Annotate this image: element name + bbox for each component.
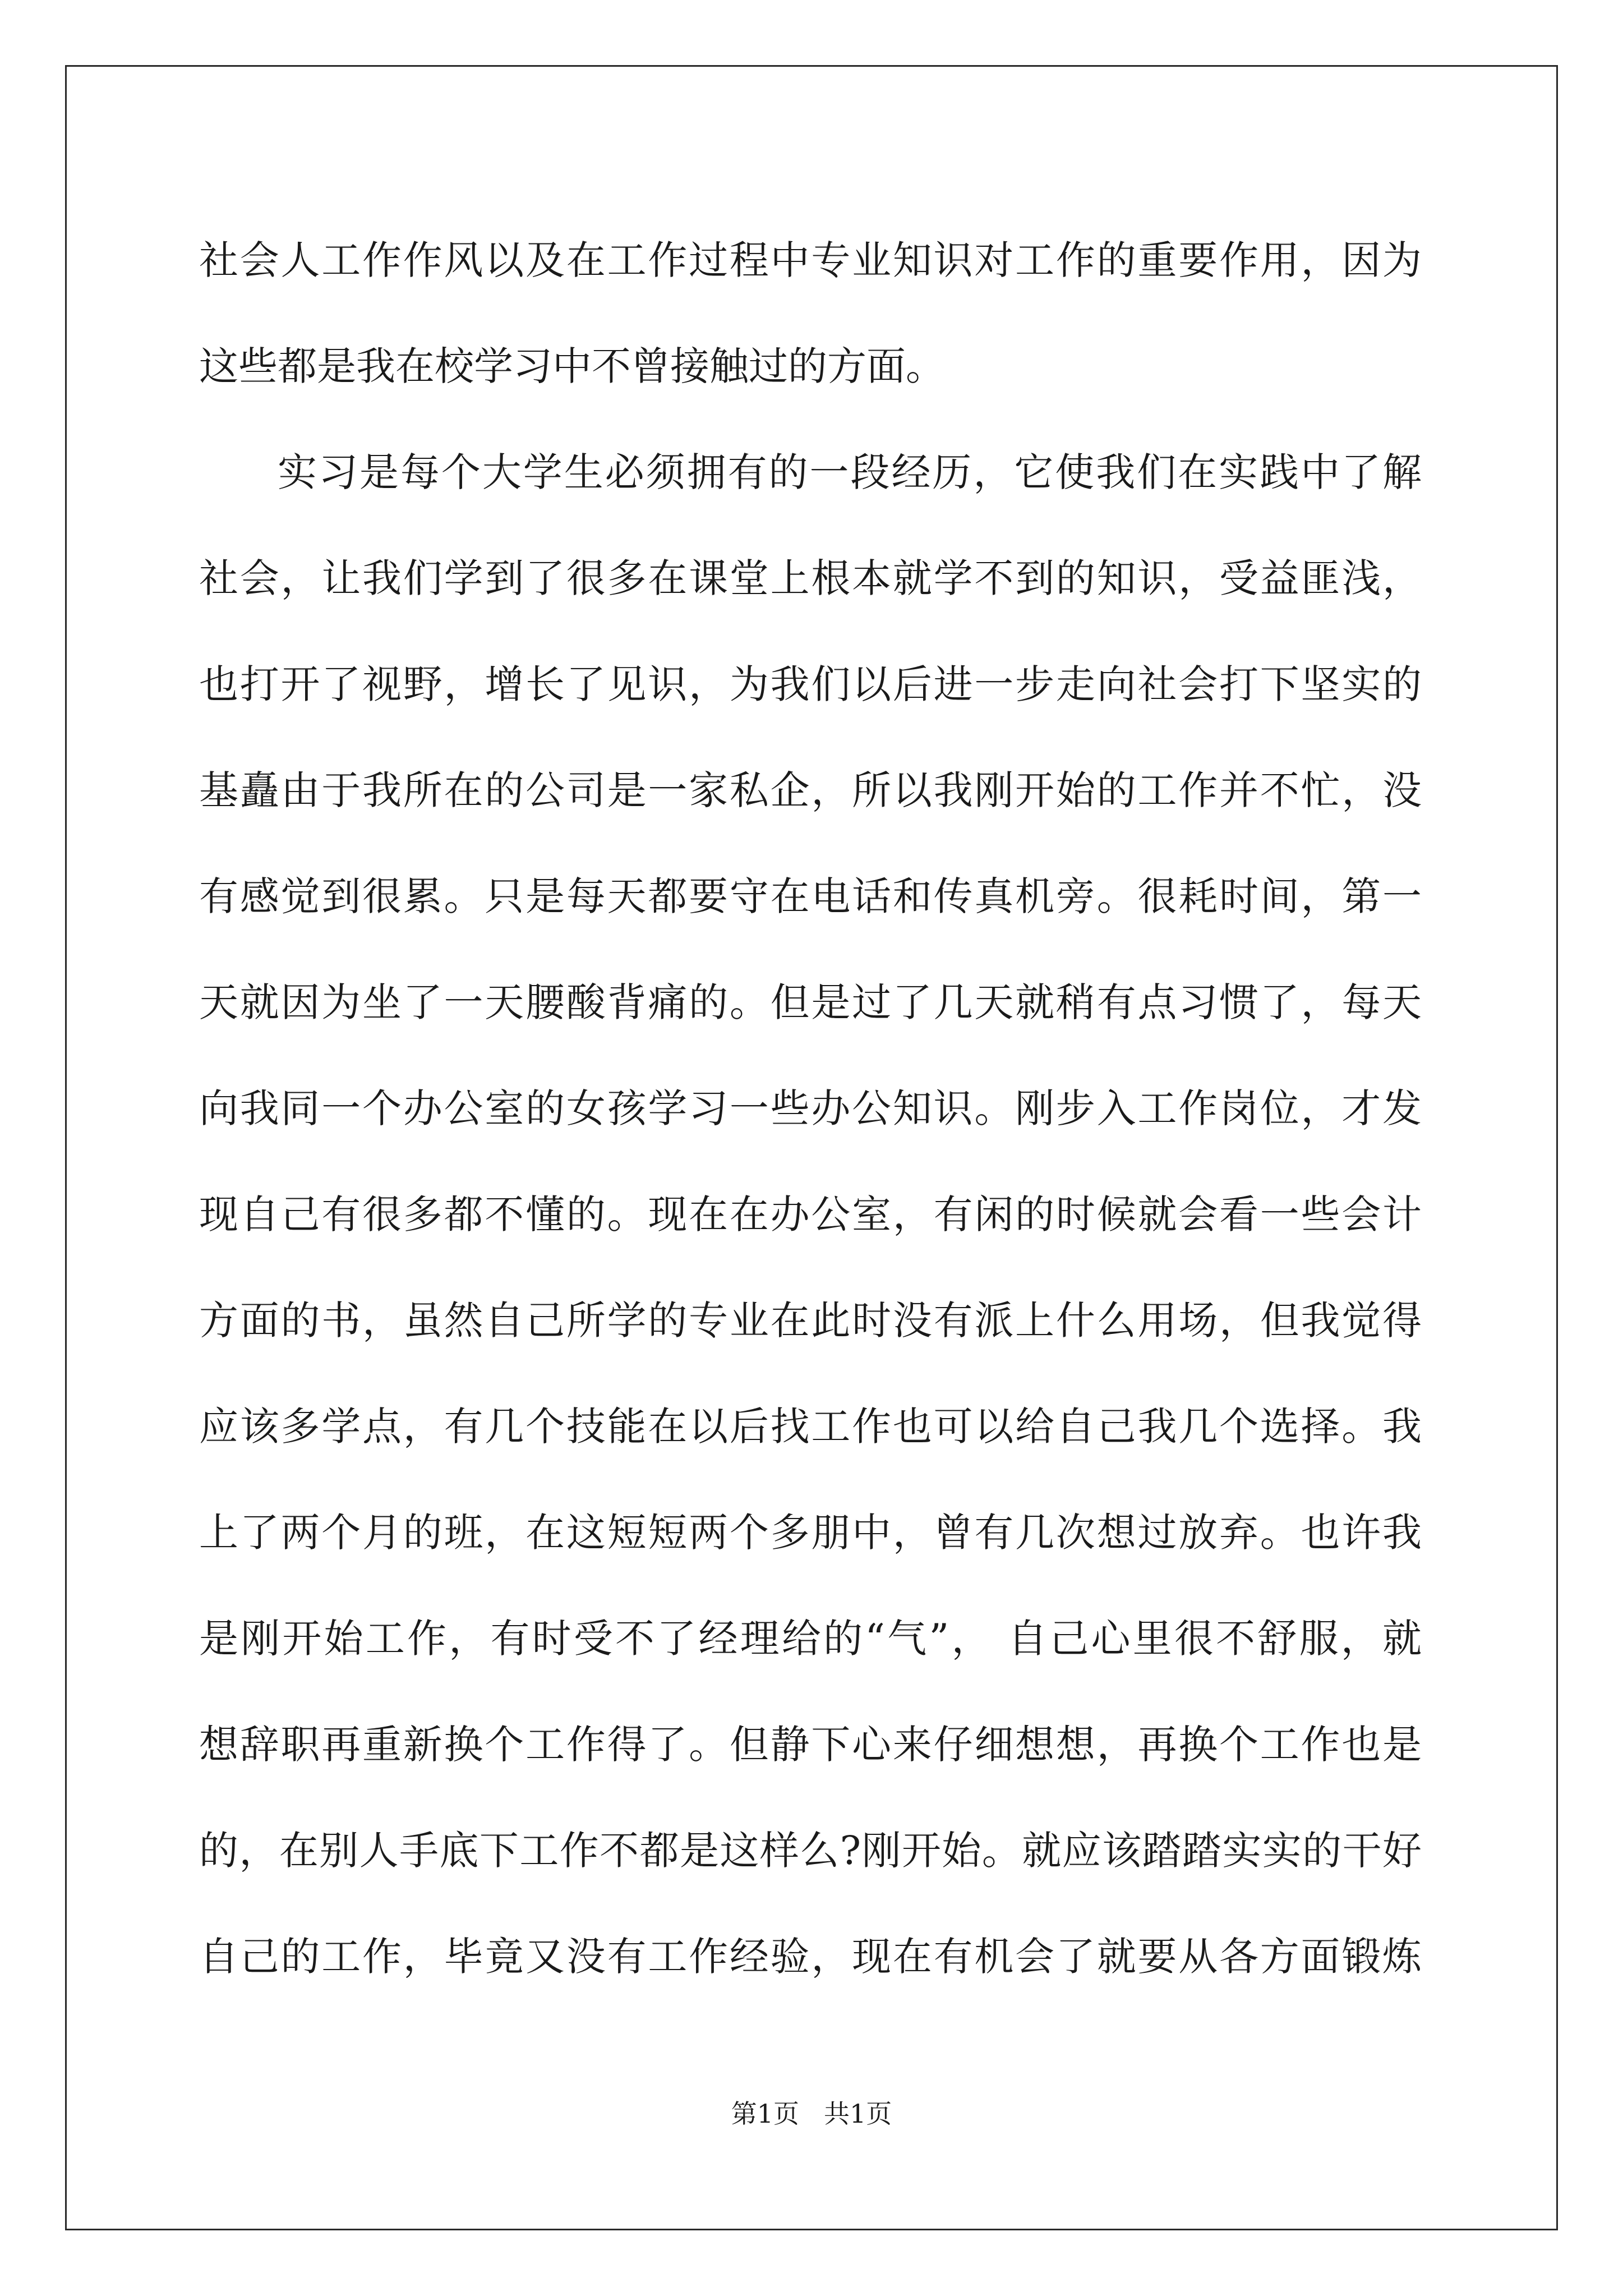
page-total-label: 共1页 (823, 2099, 892, 2129)
footer-spacer (799, 2099, 824, 2129)
paragraph-2-line-10: 应该多学点，有几个技能在以后找工作也可以给自己我几个选择。我 (199, 1404, 1422, 1450)
paragraph-1-line-2: 这些都是我在校学习中不曾接触过的方面。 (199, 343, 945, 389)
paragraph-2-line-12: 是刚开始工作，有时受不了经理给的“气”， 自己心里很不舒服，就 (199, 1616, 1422, 1662)
paragraph-2-line-15: 自己的工作，毕竟又没有工作经验，现在有机会了就要从各方面锻炼 (199, 1934, 1422, 1980)
paragraph-2-line-8: 现自己有很多都不懂的。现在在办公室，有闲的时候就会看一些会计 (199, 1191, 1422, 1237)
paragraph-2-line-7: 向我同一个办公室的女孩学习一些办公知识。刚步入工作岗位，才发 (199, 1085, 1422, 1131)
paragraph-2-line-6: 天就因为坐了一天腰酸背痛的。但是过了几天就稍有点习惯了，每天 (199, 979, 1422, 1025)
page-footer (0, 2097, 1623, 2131)
paragraph-2-line-1: 实习是每个大学生必须拥有的一段经历，它使我们在实践中了解 (278, 449, 1422, 495)
paragraph-2-line-3: 也打开了视野，增长了见识，为我们以后进一步走向社会打下坚实的 (199, 661, 1422, 707)
paragraph-2-line-4: 基矗由于我所在的公司是一家私企，所以我刚开始的工作并不忙，没 (199, 767, 1422, 813)
document-body (199, 208, 1422, 2010)
paragraph-2-line-14: 的，在别人手底下工作不都是这样么?刚开始。就应该踏踏实实的干好 (199, 1828, 1422, 1874)
paragraph-2-line-2: 社会，让我们学到了很多在课堂上根本就学不到的知识，受益匪浅， (199, 555, 1422, 601)
paragraph-2-line-5: 有感觉到很累。只是每天都要守在电话和传真机旁。很耗时间，第一 (199, 873, 1422, 919)
paragraph-1-line-1: 社会人工作作风以及在工作过程中专业知识对工作的重要作用，因为 (199, 237, 1422, 283)
paragraph-2-line-13: 想辞职再重新换个工作得了。但静下心来仔细想想，再换个工作也是 (199, 1722, 1422, 1768)
paragraph-2-line-9: 方面的书，虽然自己所学的专业在此时没有派上什么用场，但我觉得 (199, 1297, 1422, 1343)
page-number-label: 第1页 (731, 2099, 800, 2129)
paragraph-2-line-11: 上了两个月的班，在这短短两个多朋中，曾有几次想过放弃。也许我 (199, 1510, 1422, 1556)
